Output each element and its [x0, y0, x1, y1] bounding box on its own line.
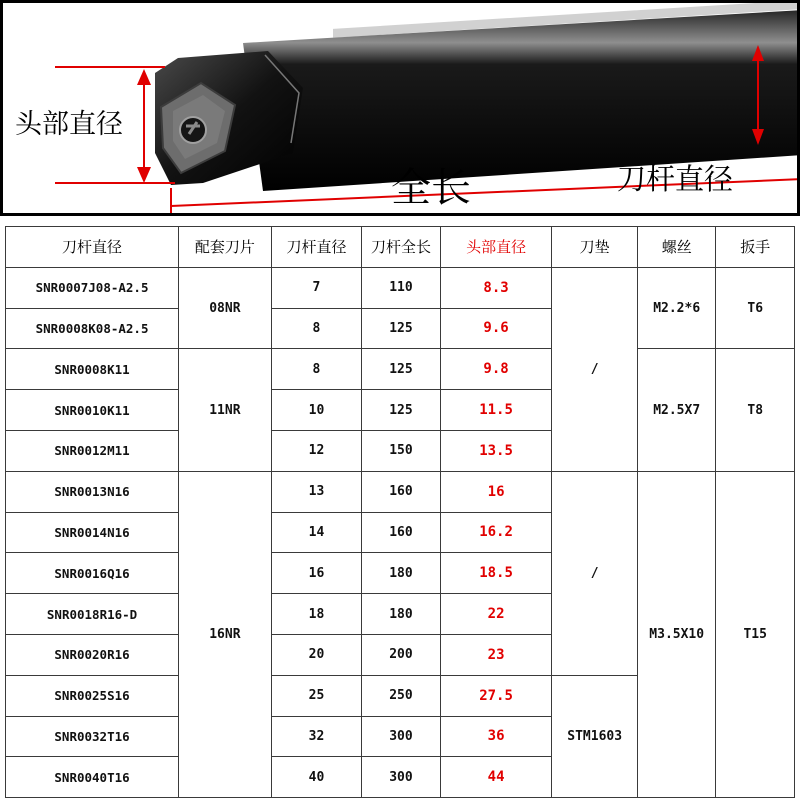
cell-model: SNR0008K11: [6, 349, 179, 390]
cell-head: 36: [440, 716, 552, 757]
cell-shank: 25: [271, 675, 362, 716]
cell-length: 180: [362, 553, 440, 594]
table-header-row: [6, 227, 795, 268]
cell-length: 160: [362, 512, 440, 553]
cell-screw: M2.5X7: [637, 349, 715, 471]
cell-length: 250: [362, 675, 440, 716]
cell-length: 180: [362, 594, 440, 635]
cell-shank: 14: [271, 512, 362, 553]
shank-diameter-label: 刀杆直径: [617, 162, 734, 196]
cell-head: 11.5: [440, 390, 552, 431]
header-wrench: 扳手: [716, 227, 795, 268]
table-row: [6, 471, 795, 512]
cell-head: 16: [440, 471, 552, 512]
table-row: [6, 349, 795, 390]
cell-model: SNR0012M11: [6, 430, 179, 471]
cell-shank: 8: [271, 308, 362, 349]
cell-length: 150: [362, 430, 440, 471]
cell-model: SNR0016Q16: [6, 553, 179, 594]
cell-shank: 16: [271, 553, 362, 594]
cell-head: 9.6: [440, 308, 552, 349]
cell-shim: STM1603: [552, 675, 638, 797]
cell-model: SNR0007J08-A2.5: [6, 267, 179, 308]
cell-shank: 18: [271, 594, 362, 635]
cell-model: SNR0040T16: [6, 757, 179, 798]
cell-model: SNR0018R16-D: [6, 594, 179, 635]
cell-length: 160: [362, 471, 440, 512]
cell-head: 23: [440, 634, 552, 675]
cell-screw: M2.2*6: [637, 267, 715, 349]
cell-wrench: T8: [716, 349, 795, 471]
header-insert: 配套刀片: [179, 227, 272, 268]
cell-shank: 12: [271, 430, 362, 471]
cell-shank: 8: [271, 349, 362, 390]
cell-model: SNR0025S16: [6, 675, 179, 716]
cell-shank: 13: [271, 471, 362, 512]
head-diameter-label: 头部直径: [15, 109, 123, 140]
header-total-length: 刀杆全长: [362, 227, 440, 268]
cell-shank: 40: [271, 757, 362, 798]
spec-table: [5, 226, 795, 798]
cell-length: 125: [362, 390, 440, 431]
cell-shim: /: [552, 267, 638, 471]
cell-model: SNR0032T16: [6, 716, 179, 757]
cell-head: 13.5: [440, 430, 552, 471]
table-row: [6, 267, 795, 308]
cell-head: 8.3: [440, 267, 552, 308]
cell-length: 110: [362, 267, 440, 308]
cell-insert: 11NR: [179, 349, 272, 471]
total-length-label: 全长: [391, 165, 471, 211]
header-head-diameter: 头部直径: [440, 227, 552, 268]
cell-head: 44: [440, 757, 552, 798]
cell-length: 125: [362, 349, 440, 390]
cell-shim: /: [552, 471, 638, 675]
header-shank-diameter: 刀杆直径: [271, 227, 362, 268]
cell-head: 18.5: [440, 553, 552, 594]
cell-length: 300: [362, 757, 440, 798]
cell-screw: M3.5X10: [637, 471, 715, 797]
cell-insert: 08NR: [179, 267, 272, 349]
cell-shank: 7: [271, 267, 362, 308]
cell-model: SNR0008K08-A2.5: [6, 308, 179, 349]
cell-wrench: T15: [716, 471, 795, 797]
header-shim: 刀垫: [552, 227, 638, 268]
cell-wrench: T6: [716, 267, 795, 349]
cell-shank: 32: [271, 716, 362, 757]
cell-head: 9.8: [440, 349, 552, 390]
tool-diagram: [0, 0, 800, 216]
cell-shank: 20: [271, 634, 362, 675]
cell-length: 300: [362, 716, 440, 757]
cell-model: SNR0014N16: [6, 512, 179, 553]
cell-head: 22: [440, 594, 552, 635]
cell-model: SNR0010K11: [6, 390, 179, 431]
header-model: 刀杆直径: [6, 227, 179, 268]
cell-length: 200: [362, 634, 440, 675]
cell-length: 125: [362, 308, 440, 349]
cell-head: 27.5: [440, 675, 552, 716]
cell-shank: 10: [271, 390, 362, 431]
header-screw: 螺丝: [637, 227, 715, 268]
cell-model: SNR0013N16: [6, 471, 179, 512]
cell-model: SNR0020R16: [6, 634, 179, 675]
cell-insert: 16NR: [179, 471, 272, 797]
cell-head: 16.2: [440, 512, 552, 553]
